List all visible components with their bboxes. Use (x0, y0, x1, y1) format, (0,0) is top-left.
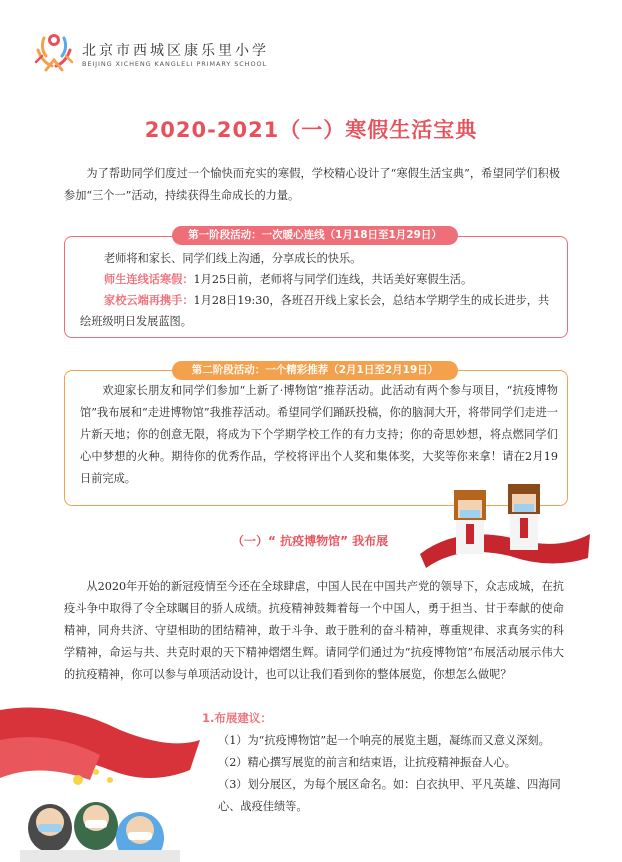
school-name-cn: 北京市西城区康乐里小学 (82, 43, 269, 59)
school-header (30, 26, 330, 82)
stage1-label: 第一阶段活动：一次暖心连线（1月18日至1月29日） (172, 226, 458, 245)
stage1-item1-title: 师生连线话寒假： (104, 273, 194, 286)
suggestions-title: 1.布展建议： (202, 711, 272, 725)
stage2-label: 第二阶段活动：一个精彩推荐（2月1日至2月19日） (172, 361, 458, 380)
stage1-item2-text: 1月28日19:30，各班召开线上家长会，总结本学期学生的成长进步，共绘班级明日发展蓝图。 (80, 294, 550, 328)
section1-heading: （一）“ 抗疫博物馆” 我布展 (232, 534, 389, 548)
stage2-text: 欢迎家长朋友和同学们参加“上新了·博物馆”推荐活动。此活动有两个参与项目，“抗疫博物馆”我布展和“走进博物馆”我推荐活动。希望同学们踊跃投稿，你的脑洞大开，将带同学们走进一片新天地；你的创意无限，将成为下个学期学校工作的有力支持；你的奇思妙想，将点燃同学们心中梦想的火种。期待你的优秀作品，学校将评出个人奖和集体奖，大奖等你来拿！请在2月19日前完成。 (80, 384, 558, 485)
suggestion-item: （2）精心撰写展览的前言和结束语，让抗疫精神振奋人心。 (218, 756, 516, 769)
cartoon-figures-illustration (420, 484, 590, 574)
section1-text: 从2020年开始的新冠疫情至今还在全球肆虐，中国人民在中国共产党的领导下，众志成城，在抗疫斗争中取得了令全球瞩目的骄人成绩。抗疫精神鼓舞着每一个中国人，勇于担当、甘于奉献的使命精神，同舟共济、守望相助的团结精神，敢于斗争、敢于胜利的奋斗精神，尊重规律、求真务实的科学精神，命运与共、共克时艰的天下精神熠熠生辉。请同学们通过为“抗疫博物馆”布展活动展示伟大的抗疫精神，你可以参与单项活动设计，也可以让我们看到你的整体展览，你想怎么做呢？ (64, 580, 564, 681)
stage1-item2 (80, 290, 558, 332)
intro-paragraph: 为了帮助同学们度过一个愉快而充实的寒假，学校精心设计了“寒假生活宝典”，希望同学们积极参加“三个一”活动，持续获得生命成长的力量。 (64, 167, 560, 202)
school-name-en: BEIJING XICHENG KANGLELI PRIMARY SCHOOL (82, 60, 268, 68)
stage1-item1 (104, 269, 554, 290)
suggestion-item: （1）为“抗疫博物馆”起一个响亮的展览主题，凝练而又意义深刻。 (218, 734, 550, 747)
page-title: 2020-2021（一）寒假生活宝典 (144, 118, 478, 142)
stage1-item1-text: 1月25日前，老师将与同学们连线，共话美好寒假生活。 (193, 273, 473, 286)
stage1-line1: 老师将和家长、同学们线上沟通，分享成长的快乐。 (104, 252, 362, 265)
stage1-item2-title: 家校云端再携手： (104, 294, 194, 307)
suggestion-item: （3）划分展区，为每个展区命名。如：白衣执甲、平凡英雄、四海同心、战疫佳绩等。 (218, 778, 561, 813)
anti-epidemic-illustration (0, 700, 210, 862)
school-logo (30, 26, 78, 76)
